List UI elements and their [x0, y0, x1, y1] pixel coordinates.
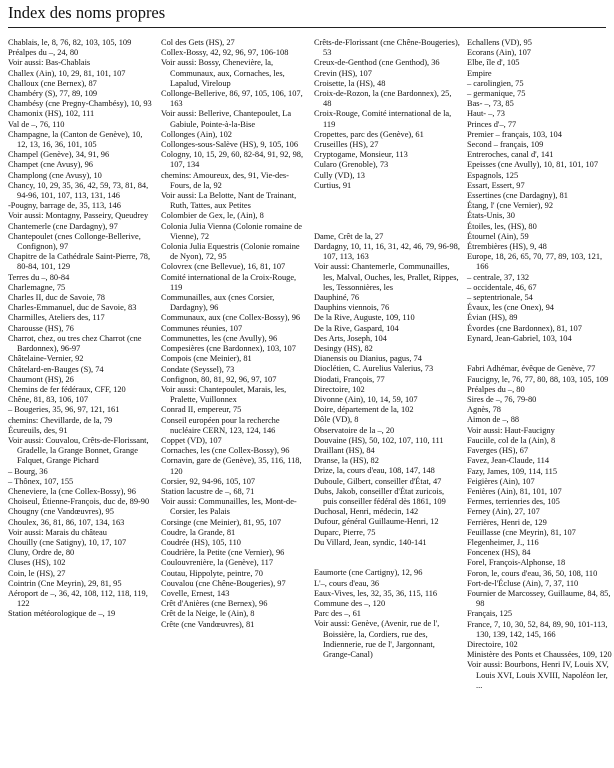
- index-entry: Dioclétien, C. Aurelius Valerius, 73: [314, 364, 434, 374]
- index-entry: Chouilly (cne Satigny), 10, 17, 107: [8, 537, 127, 547]
- index-entry: Crête (cne Vandœuvres), 81: [161, 619, 255, 629]
- index-entry: chemins: Chevillarde, de la, 79: [8, 415, 113, 425]
- index-entry: Champlong (cne Avusy), 10: [8, 170, 102, 180]
- index-entry: Douvaine (HS), 50, 102, 107, 110, 111: [314, 435, 444, 445]
- index-column-3: [314, 38, 460, 660]
- index-entry: Évordes (cne Bardonnex), 81, 107: [467, 323, 582, 333]
- index-entry: Charlemagne, 75: [8, 282, 66, 292]
- index-entry: Second – français, 109: [467, 140, 544, 150]
- index-entry: Divonne (Ain), 10, 14, 59, 107: [314, 395, 418, 405]
- index-entry: Cheneviere, la (cne Collex-Bossy), 96: [8, 486, 136, 496]
- index-entry: Creux-de-Genthod (cne Genthod), 36: [314, 58, 440, 68]
- index-entry: Chantepoulet (cnes Collonge-Bellerive, Confignon), 97: [8, 231, 141, 252]
- index-entry: Étournel (Ain), 59: [467, 231, 529, 241]
- index-entry: Observatoire de la –, 20: [314, 425, 395, 435]
- index-entry: Epeisses (cne Avully), 10, 81, 101, 107: [467, 160, 599, 170]
- index-entry: France, 7, 10, 30, 52, 84, 89, 90, 101-113, 130, 139, 142, 145, 166: [467, 619, 608, 639]
- index-entry: Crêt d'Anières (cne Bernex), 96: [161, 599, 268, 609]
- index-entry: Compesières (cne Bardonnex), 103, 107: [161, 344, 296, 354]
- index-entry: Dufour, général Guillaume-Henri, 12: [314, 517, 439, 527]
- index-entry: Voir aussi: Chantepoulet, Marais, les, Pralette, Vuillonnex: [161, 384, 287, 405]
- index-entry: Comité international de la Croix-Rouge, 119: [161, 272, 297, 292]
- index-entry: Châtelaine-Vernier, 92: [8, 354, 84, 364]
- index-entry: – Bourg, 36: [8, 466, 48, 476]
- index-entry: Chantemerle (cne Dardagny), 97: [8, 221, 118, 231]
- index-entry: Voir aussi: Bossy, Chenevière, la, Communaux, aux, Cornaches, les, Lapalud, Vireloup: [161, 58, 285, 88]
- index-entry: Cornaches, les (cne Collex-Bossy), 96: [161, 446, 290, 456]
- index-entry: Feigières (Ain), 107: [467, 476, 535, 486]
- index-entry: Europe, 18, 26, 65, 70, 77, 89, 103, 121, 166: [467, 252, 603, 272]
- index-entry: Coutau, Hippolyte, peintre, 70: [161, 568, 263, 578]
- index-entry: chemins: Amoureux, des, 91, Vie-des-Fours, de la, 92: [161, 170, 289, 190]
- index-entry: Charrot, chez, ou tres chez Charrot (cne Bardonnex), 96-97: [8, 333, 142, 354]
- index-entry: Ferney (Ain), 27, 107: [467, 507, 540, 517]
- index-entry: – centrale, 37, 132: [467, 272, 530, 282]
- index-entry: Cryptogame, Monsieur, 113: [314, 150, 408, 160]
- index-entry: Elbe, île d', 105: [467, 58, 520, 68]
- index-entry: Croisette, la (HS), 48: [314, 78, 386, 88]
- index-entry: Voir aussi: Montagny, Passeiry, Queudrey: [8, 211, 149, 221]
- index-entry: – Thônex, 107, 155: [8, 476, 74, 486]
- index-entry: Communailles, aux (cnes Corsier, Dardagny), 96: [161, 293, 275, 313]
- index-entry: Charousse (HS), 76: [8, 323, 74, 333]
- index-entry: Collonges-sous-Salève (HS), 9, 105, 106: [161, 140, 299, 150]
- index-entry: Premier – français, 103, 104: [467, 129, 562, 139]
- index-entry: Coudrière, la Petite (cne Vernier), 96: [161, 548, 285, 558]
- index-entry: Entreroches, canal d', 141: [467, 150, 554, 160]
- index-entry: Ecorans (Ain), 107: [467, 48, 531, 58]
- index-entry: Champel (Genève), 34, 91, 96: [8, 150, 110, 160]
- index-entry: Fazy, James, 109, 114, 115: [467, 466, 558, 476]
- index-gap: [314, 548, 460, 558]
- index-entry: Cropettes, parc des (Genève), 61: [314, 129, 424, 139]
- index-entry: Commune des –, 120: [314, 599, 386, 609]
- index-entry: Agnès, 78: [467, 405, 501, 415]
- index-entry: Colonia Julia Equestris (Colonie romaine de Nyon), 72, 95: [161, 242, 300, 262]
- index-entry: Évaux, les (cne Onex), 94: [467, 303, 554, 313]
- index-entry: Fabri Adhémar, évêque de Genève, 77: [467, 364, 596, 374]
- index-entry: Faverges (HS), 67: [467, 446, 529, 456]
- index-entry: Echallens (VD), 95: [467, 38, 532, 47]
- index-entry: Coin, le (HS), 27: [8, 568, 66, 578]
- index-entry: Espagnols, 125: [467, 170, 519, 180]
- index-gap: [314, 558, 460, 568]
- index-entry: Voir aussi: Genève, (Avenir, rue de l', Boissière, la, Cordiers, rue des, Indiennerie, rue de l', Jargonnant, Grange-Canal): [314, 619, 440, 660]
- index-entry: Crêts-de-Florissant (cne Chêne-Bougeries), 53: [314, 38, 460, 58]
- index-entry: Dauphiné, 76: [314, 293, 360, 303]
- index-entry: Doire, département de la, 102: [314, 405, 414, 415]
- index-entry: Collex-Bossy, 42, 92, 96, 97, 106-108: [161, 48, 289, 58]
- index-entry: Voir aussi: Haut-Faucigny: [467, 425, 555, 435]
- index-entry: Conrad II, empereur, 75: [161, 405, 242, 415]
- index-entry: Eynard, Jean-Gabriel, 103, 104: [467, 333, 572, 343]
- index-entry: Étoiles, les, (HS), 80: [467, 221, 537, 231]
- index-entry: Chambésy (cne Pregny-Chambésy), 10, 93: [8, 99, 152, 109]
- index-entry: Couvalou (cne Chêne-Bougeries), 97: [161, 578, 286, 588]
- index-gap: [467, 344, 613, 354]
- index-entry: Étang, l' (cne Vernier), 92: [467, 201, 554, 211]
- index-entry: Chablais, le, 8, 76, 82, 103, 105, 109: [8, 38, 132, 47]
- index-entry: Station lacustre de –, 68, 71: [161, 486, 255, 496]
- index-entry: Confignon, 80, 81, 92, 96, 97, 107: [161, 374, 277, 384]
- index-entry: Eaumorte (cne Cartigny), 12, 96: [314, 568, 423, 578]
- index-entry: Champagne, la (Canton de Genève), 10, 12, 13, 16, 36, 101, 105: [8, 129, 143, 150]
- index-entry: Col des Gets (HS), 27: [161, 38, 235, 47]
- index-entry: Draillant (HS), 84: [314, 446, 375, 456]
- index-entry: Ministère des Ponts et Chaussées, 109, 120: [467, 650, 612, 660]
- index-entry: Cornavin, gare de (Genève), 35, 116, 118, 120: [161, 456, 302, 476]
- index-column-2: [161, 38, 307, 630]
- index-entry: Essart, Essert, 97: [467, 180, 525, 190]
- index-entry: Collonges (Ain), 102: [161, 129, 232, 139]
- index-entry: -Pougny, barrage de, 35, 113, 146: [8, 201, 121, 211]
- index-entry: Collonge-Bellerive, 86, 97, 105, 106, 107, 163: [161, 89, 303, 109]
- index-entry: Empire: [467, 68, 492, 78]
- index-entry: Crêt de la Neige, le (Ain), 8: [161, 609, 255, 619]
- index-entry: – septentrionale, 54: [467, 293, 533, 303]
- index-entry: Challex (Ain), 10, 29, 81, 101, 107: [8, 68, 126, 78]
- index-entry: Cluny, Ordre de, 80: [8, 548, 75, 558]
- index-entry: Forel, François-Alphonse, 18: [467, 558, 566, 568]
- index-entry: Challoux (cne Bernex), 87: [8, 78, 97, 88]
- index-entry: Duboule, Gilbert, conseiller d'État, 47: [314, 476, 442, 486]
- index-entry: – Bougeries, 35, 96, 97, 121, 161: [8, 405, 120, 415]
- index-entry: L'–, cours d'eau, 36: [314, 578, 380, 588]
- index-entry: Évian (HS), 89: [467, 313, 518, 323]
- index-entry: Directoire, 102: [314, 384, 365, 394]
- index-entry: – occidentale, 46, 67: [467, 282, 537, 292]
- index-entry: Communaux, aux (cne Collex-Bossy), 96: [161, 313, 301, 323]
- index-entry: Coppet (VD), 107: [161, 435, 222, 445]
- index-entry: Colovrex (cne Bellevue), 16, 81, 107: [161, 262, 286, 272]
- index-entry: Étrembières (HS), 9, 48: [467, 242, 547, 252]
- index-entry: Drize, la, cours d'eau, 108, 147, 148: [314, 466, 435, 476]
- index-entry: Voir aussi: Marais du château: [8, 527, 107, 537]
- index-entry: De la Rive, Auguste, 109, 110: [314, 313, 415, 323]
- index-entry: – carolingien, 75: [467, 78, 524, 88]
- index-entry: Communettes, les (cne Avully), 96: [161, 333, 278, 343]
- index-entry: Dame, Crêt de la, 27: [314, 231, 384, 241]
- index-entry: Croix-de-Rozon, la (cne Bardonnex), 25, 48: [314, 89, 452, 109]
- index-entry: Chancy, 10, 29, 35, 36, 42, 59, 73, 81, 84, 94-96, 101, 107, 113, 131, 146: [8, 180, 149, 201]
- index-entry: Haut- –, 73: [467, 109, 505, 119]
- index-gap: [314, 191, 460, 201]
- index-entry: Voir aussi: Bellerive, Chantepoulet, La Gabiule, Pointe-à-la-Bise: [161, 109, 292, 129]
- index-entry: Voir aussi: Communailles, les, Mont-de-Corsier, les Palais: [161, 497, 297, 517]
- index-entry: Charles II, duc de Savoie, 78: [8, 293, 105, 303]
- index-entry: Coulouvrenière, la (Genève), 117: [161, 558, 274, 568]
- index-entry: Dianensis ou Dianius, pagus, 74: [314, 354, 422, 364]
- index-entry: Croix-Rouge, Comité international de la, 119: [314, 109, 452, 129]
- index-gap: [314, 211, 460, 221]
- index-entry: Charles-Emmanuel, duc de Savoie, 83: [8, 303, 137, 313]
- index-entry: Flegenheimer, J., 116: [467, 537, 539, 547]
- index-entry: Coudrée (HS), 105, 110: [161, 537, 241, 547]
- index-entry: Bas- –, 73, 85: [467, 99, 514, 109]
- index-entry: Aimon de –, 88: [467, 415, 520, 425]
- index-entry: Foron, le, cours d'eau, 36, 50, 108, 110: [467, 568, 598, 578]
- index-entry: Conseil européen pour la recherche nucléaire CERN, 123, 124, 146: [161, 415, 280, 435]
- index-entry: Cully (VD), 13: [314, 170, 365, 180]
- index-entry: Cruseilles (HS), 27: [314, 140, 379, 150]
- index-entry: Corsinge (cne Meinier), 81, 95, 107: [161, 517, 282, 527]
- index-entry: Ferrières, Henri de, 129: [467, 517, 547, 527]
- index-entry: Faucigny, le, 76, 77, 80, 88, 103, 105, 109: [467, 374, 609, 384]
- index-entry: Corsier, 92, 94-96, 105, 107: [161, 476, 256, 486]
- index-entry: Curtius, 91: [314, 180, 352, 190]
- index-entry: Eaux-Vives, les, 32, 35, 36, 115, 116: [314, 588, 438, 598]
- index-entry: Voir aussi: Couvalou, Crêts-de-Florissant, Gradelle, la Grange Bonnet, Grange Falquet, Grange Pichard: [8, 435, 149, 466]
- index-entry: Station météorologique de –, 19: [8, 609, 116, 619]
- page-title: Index des noms propres: [8, 3, 166, 22]
- index-entry: États-Unis, 30: [467, 211, 515, 221]
- index-entry: Cularo (Grenoble), 73: [314, 160, 389, 170]
- index-entry: Feuillasse (cne Meyrin), 81, 107: [467, 527, 576, 537]
- index-gap: [314, 222, 460, 232]
- index-entry: Cologny, 10, 15, 29, 60, 82-84, 91, 92, 98, 107, 134: [161, 150, 304, 170]
- index-entry: Fenières (Ain), 81, 101, 107: [467, 486, 562, 496]
- index-entry: Duchosal, Henri, médecin, 142: [314, 507, 419, 517]
- index-entry: Val de –, 76, 110: [8, 119, 65, 129]
- index-entry: Cointrin (Cne Meyrin), 29, 81, 95: [8, 578, 122, 588]
- index-entry: Champet (cne Avusy), 96: [8, 160, 93, 170]
- index-entry: Châtelard-en-Bauges (S), 74: [8, 364, 104, 374]
- index-entry: Covelle, Ernest, 143: [161, 588, 230, 598]
- index-entry: Dauphins viennois, 76: [314, 303, 390, 313]
- index-entry: Cluses (HS), 102: [8, 558, 66, 568]
- index-entry: Fort-de-l'Écluse (Ain), 7, 37, 110: [467, 578, 579, 588]
- index-entry: Crevin (HS), 107: [314, 68, 372, 78]
- index-entry: Duparc, Pierre, 75: [314, 527, 376, 537]
- index-entry: Parc des –, 61: [314, 609, 361, 619]
- index-gap: [467, 354, 613, 364]
- index-entry: Chemins de fer fédéraux, CFF, 120: [8, 384, 126, 394]
- index-entry: Chaumont (HS), 26: [8, 374, 74, 384]
- index-entry: Terres du –, 80-84: [8, 272, 70, 282]
- index-column-4: [467, 38, 613, 691]
- index-entry: Desingy (HS), 82: [314, 344, 373, 354]
- index-entry: Des Arts, Joseph, 104: [314, 333, 387, 343]
- index-entry: – germanique, 75: [467, 89, 526, 99]
- index-entry: Préalpes du –, 24, 80: [8, 48, 79, 58]
- index-entry: Chougny (cne Vandœuvres), 95: [8, 507, 114, 517]
- index-entry: Dubs, Jakob, conseiller d'État zuricois, puis conseiller fédéral dès 1861, 109: [314, 486, 446, 507]
- index-entry: Français, 125: [467, 609, 513, 619]
- index-entry: Voir aussi: Chantemerle, Communailles, les, Malval, Ouches, les, Prallet, Rippes, les, Tessonnières, les: [314, 262, 459, 292]
- index-entry: Chêne, 81, 83, 106, 107: [8, 395, 89, 405]
- index-entry: Chapitre de la Cathédrale Saint-Pierre, 78, 80-84, 101, 129: [8, 252, 151, 272]
- index-entry: Chamonix (HS), 102, 111: [8, 109, 95, 119]
- index-entry: Colonia Julia Vienna (Colonie romaine de Vienne), 72: [161, 221, 302, 241]
- index-entry: Choiseul, Étienne-François, duc de, 89-90: [8, 497, 150, 507]
- index-entry: Charmilles, Ateliers des, 117: [8, 313, 105, 323]
- index-entry: Voir aussi: La Belotte, Nant de Trainant, Ruth, Tattes, aux Petites: [161, 191, 297, 211]
- index-entry: Voir aussi: Bas-Chablais: [8, 58, 91, 68]
- index-entry: Fermes, terrienries des, 105: [467, 497, 560, 507]
- index-entry: Essertines (cne Dardagny), 81: [467, 191, 568, 201]
- index-entry: Fournier de Marcossey, Guillaume, 84, 85, 98: [467, 588, 611, 609]
- index-entry: Choulex, 36, 81, 86, 107, 134, 163: [8, 517, 125, 527]
- index-entry: Chambéry (S), 77, 89, 109: [8, 89, 98, 99]
- index-entry: Dranse, la (HS), 82: [314, 456, 379, 466]
- index-entry: Favez, Jean-Claude, 114: [467, 456, 550, 466]
- index-entry: Dôle (VD), 8: [314, 415, 359, 425]
- index-entry: Colombier de Gex, le, (Ain), 8: [161, 211, 264, 221]
- index-entry: Écureuils, des, 91: [8, 425, 68, 435]
- index-entry: Compois (cne Meinier), 81: [161, 354, 252, 364]
- index-gap: [314, 201, 460, 211]
- index-entry: Directoire, 102: [467, 639, 518, 649]
- index-column-1: [8, 38, 154, 620]
- index-entry: Voir aussi: Bourbons, Henri IV, Louis XV, Louis XVI, Louis XVIII, Napoléon Ier, ...: [467, 660, 609, 690]
- index-entry: Du Villard, Jean, syndic, 140-141: [314, 537, 427, 547]
- index-entry: Sires de –, 76, 79-80: [467, 395, 537, 405]
- index-entry: Fauciile, col de la (Ain), 8: [467, 435, 556, 445]
- index-entry: Foncenex (HS), 84: [467, 548, 531, 558]
- index-entry: De la Rive, Gaspard, 104: [314, 323, 399, 333]
- index-entry: Coudre, la Grande, 81: [161, 527, 236, 537]
- title-rule: [8, 27, 606, 28]
- index-entry: Communes réunies, 107: [161, 323, 243, 333]
- index-entry: Aéroport de –, 36, 42, 108, 112, 118, 119, 122: [8, 588, 148, 609]
- index-entry: Dardagny, 10, 11, 16, 31, 42, 46, 79, 96-98, 107, 113, 163: [314, 242, 460, 262]
- index-entry: Diodati, François, 77: [314, 374, 385, 384]
- index-entry: Condate (Seyssel), 73: [161, 364, 235, 374]
- index-entry: Préalpes du –, 80: [467, 384, 525, 394]
- index-entry: Princes d'–, 77: [467, 119, 517, 129]
